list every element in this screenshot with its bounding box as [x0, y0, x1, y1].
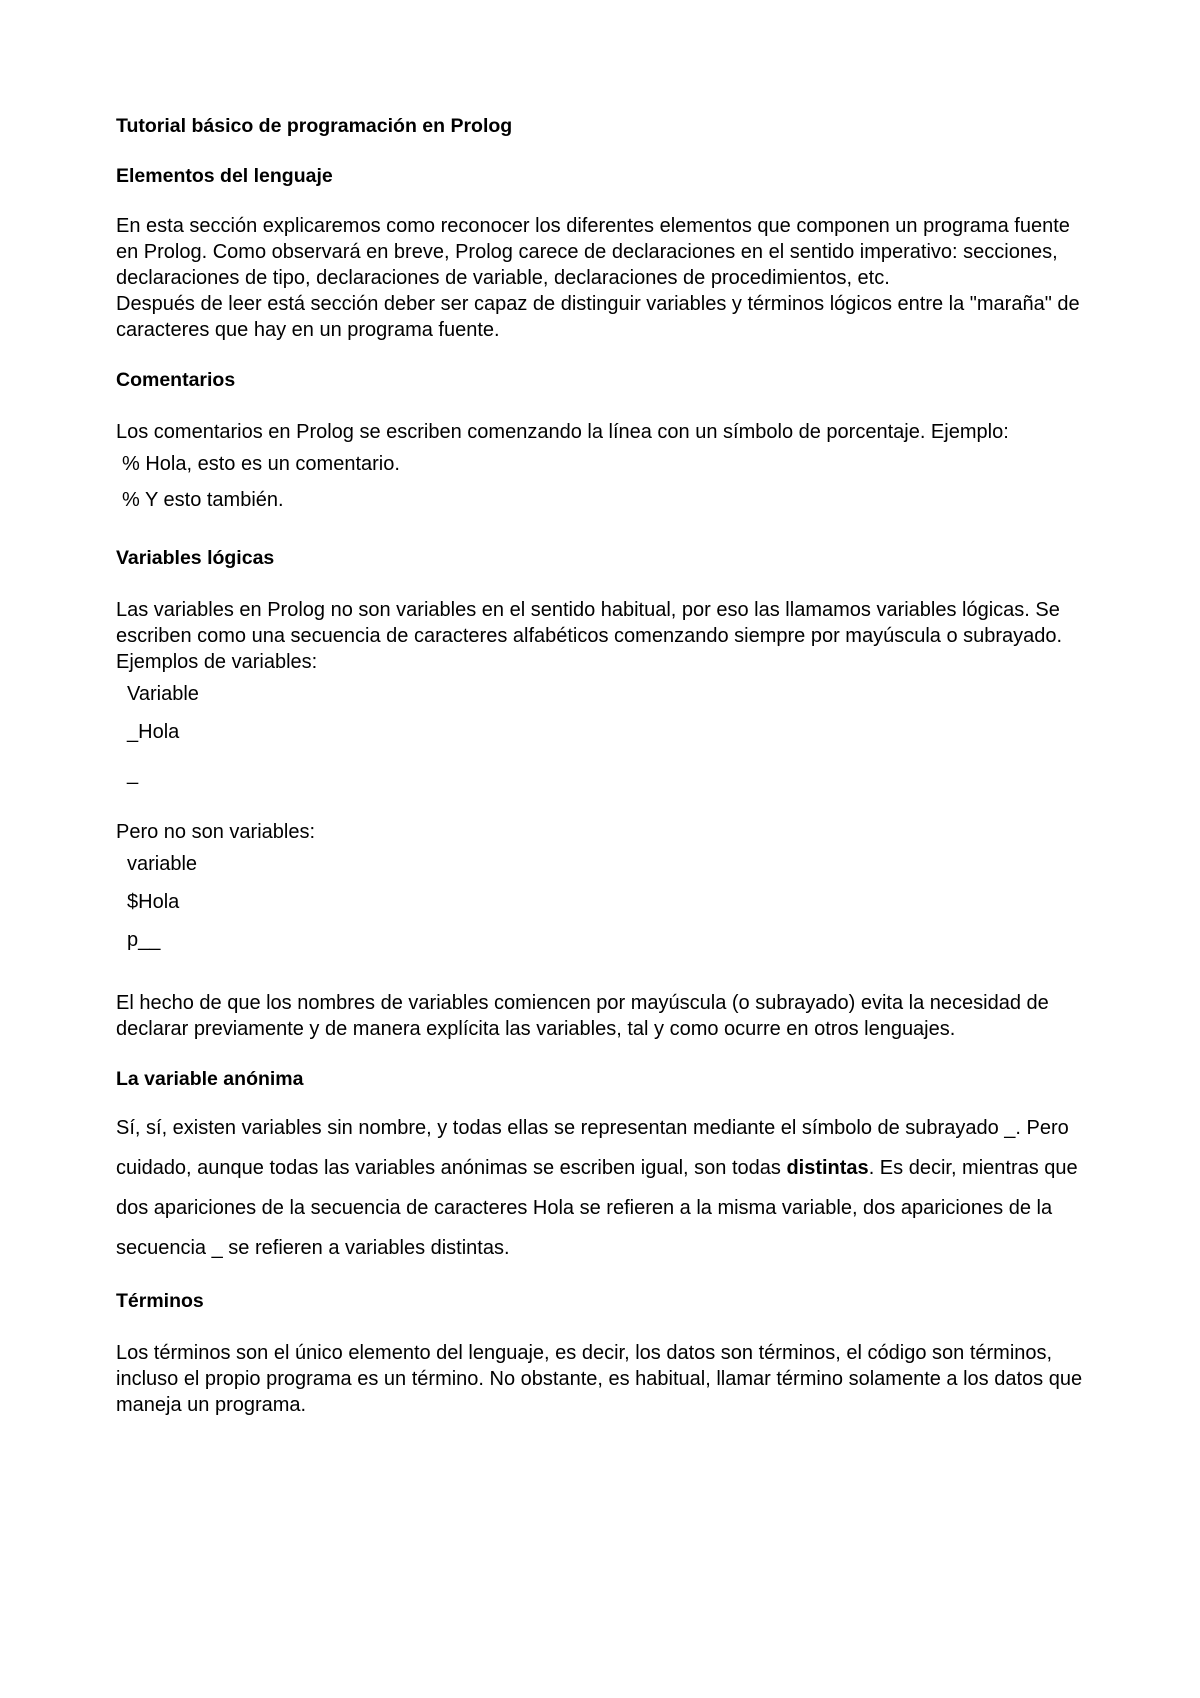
paragraph-anonima-text-a: Sí, sí, existen variables sin nombre, y todas ellas se representan mediante el símbolo de subrayado _. Pero cuidado, aunque todas las variables anónimas se escriben igual, son todas — [116, 1117, 1069, 1179]
paragraph-comentarios-1: Los comentarios en Prolog se escriben comenzando la línea con un símbolo de porcentaje. Ejemplo: — [116, 421, 1009, 443]
paragraph-variables-3: El hecho de que los nombres de variables comiencen por mayúscula (o subrayado) evita la necesidad de declarar previamente y de manera explícita las variables, tal y como ocurre en otros lenguajes. — [116, 992, 1049, 1040]
heading-comentarios: Comentarios — [116, 369, 236, 391]
document-body — [116, 113, 1096, 1418]
document-title: Tutorial básico de programación en Prolog — [116, 115, 513, 137]
paragraph-elementos-1: En esta sección explicaremos como reconocer los diferentes elementos que componen un programa fuente en Prolog. Como observará en breve, Prolog carece de declaraciones en el sentido imperativo: secciones, declaraciones de tipo, declaraciones de variable, declaraciones de procedimientos, etc. — [116, 215, 1070, 289]
paragraph-variables-1: Las variables en Prolog no son variables en el sentido habitual, por eso las llamamos variables lógicas. Se escriben como una secuencia de caracteres alfabéticos comenzando siempre por mayúscula o subrayado. Ejemplos de variables: — [116, 599, 1063, 673]
paragraph-terminos-1: Los términos son el único elemento del lenguaje, es decir, los datos son términos, el código son términos, incluso el propio programa es un término. No obstante, es habitual, llamar término solamente a los datos que maneja un programa. — [116, 1342, 1083, 1416]
heading-elementos: Elementos del lenguaje — [116, 165, 333, 187]
non-variable-example-2: $Hola — [127, 891, 180, 913]
paragraph-anonima-text-b: . Es decir, mientras que dos apariciones de la secuencia de caracteres Hola se refieren a la misma variable, dos apariciones de la secuencia _ se refieren a variables distintas. — [116, 1157, 1078, 1259]
heading-terminos: Términos — [116, 1290, 204, 1312]
comment-example-2: % Y esto también. — [122, 489, 284, 511]
heading-variables: Variables lógicas — [116, 547, 275, 569]
paragraph-variables-2: Pero no son variables: — [116, 821, 316, 843]
variable-example-2: _Hola — [127, 721, 180, 743]
variable-example-3: _ — [127, 763, 139, 785]
non-variable-example-1: variable — [127, 853, 198, 875]
heading-anonima: La variable anónima — [116, 1068, 304, 1090]
emphasis-distintas: distintas — [786, 1157, 869, 1179]
paragraph-anonima-1 — [116, 1108, 1096, 1268]
comment-example-1: % Hola, esto es un comentario. — [122, 453, 400, 475]
non-variable-example-3: p__ — [127, 929, 161, 951]
variable-example-1: Variable — [127, 683, 199, 705]
paragraph-elementos-2: Después de leer está sección deber ser capaz de distinguir variables y términos lógicos entre la "maraña" de caracteres que hay en un programa fuente. — [116, 293, 1080, 341]
